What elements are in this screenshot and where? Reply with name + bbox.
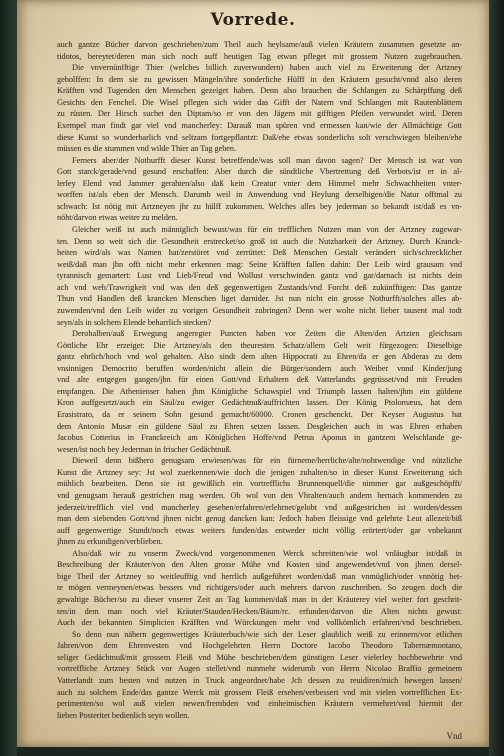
text-line: auff gegenwertige Stundt/noch etwas weiters funden/das entweder nicht völlig erörtert/oder gar vnbekannt	[57, 525, 462, 535]
text-line: lieben Posteritet bedienlich seyn wollen.	[57, 710, 190, 720]
text-line: Thun vnd Handlen deß krancken Menschen liget darnider. Jst nun nicht ein grosse Nothurfft/solches alles ab-	[57, 294, 462, 304]
text-line: perimenten/so wol auß vielen newen/frembden vnd einheimischen Kräutern vermehret/vnd hiermit der	[57, 699, 462, 709]
text-line: ten/in dem man noch viel Kräuter/Stauden/Hecken/Bäum/rc. erfunden/darvon die Alten nichts gewust:	[57, 606, 462, 616]
text-line: weiß/daß man jhn offt nicht mehr erkennen mag: Seine Kräfften fallen dahin: Der Leib wird grausam vnd	[57, 259, 462, 269]
paragraph	[57, 62, 462, 155]
text-line: worffen ist/als eben der Mensch. Darumb weil in Anwendung vnd Heylung derselbigen/die Natur offtmal zu	[57, 190, 462, 200]
text-line: heiten wird/als was Namen hat/zerstöret vnd zerrüttet: Deß Menschen Gestalt verändert sich/schrecklicher	[57, 248, 462, 258]
text-line: müssen es die stummen vnd wilde Thier an Tag geben.	[57, 144, 237, 154]
text-line: ach vnd weh/Trawrigkeit vnd was den deß gegenwertigen Zustands/vnd Forcht deß zukünfftigen: Das gantze	[57, 282, 462, 292]
text-line: Gesichts den Fenchel. Die Wisel pflegen sich wider das Gifft der Natern vnd Schlangen mit Rautenblättern	[57, 97, 462, 107]
text-line: Dieweil denn bißhero genugsam erwiesen/was für ein fürneme/herrliche/alte/nohtwendige vnd nützliche	[72, 456, 462, 466]
text-line: seliger Gedächtnuß/mit grossem Fleiß vnd Mühe beschrieben/dem günstigen Leser vielerley hochbewehrte vnd	[57, 652, 462, 662]
binding-edge-left	[0, 0, 17, 756]
paragraph	[57, 155, 462, 224]
text-line: wesen/ist noch bey Jederman in frischer Gedächtnuß.	[57, 444, 232, 454]
text-line: Erasistrato, da er seinem Sohn gesund gemacht/60000. Cronen geschenckt. Der Keyser Augustus hat	[57, 410, 462, 419]
text-line: gewaltige Bücher/so zu dieser vnserer Zeit an Tag kommen/daß man in der Kräuterey viel weiter fort geschrit-	[57, 595, 462, 604]
binding-edge-right	[489, 0, 504, 756]
text-line: tidotos, bereytet/deren man sich noch auff heutigen Tag etwan pfleget mit grossem Nutzen zugebrauchen.	[57, 51, 462, 61]
text-line: te mögen vermeynen/etwas bessers vnd richtigers/oder auch mehrers darvon zuschreiben. So zeugen doch die	[57, 583, 462, 593]
text-line: Kräfften vnd Tugenden den Menschen gezeiget haben. Denn also brauchen die Schlangen zu Schärpffung deß	[57, 86, 462, 96]
text-line: Auch der bekannten Simplicien Kräfften vnd Würckungen mehr vnd vollkömlich erfahren/vnd beschrieben.	[57, 618, 462, 628]
text-line: lerley Elend vnd Jammer gerahten/also daß kein Creatur vnter dem Himmel mehr Schwachheiten vnter-	[57, 178, 462, 188]
text-line: Exempel man findt gar viel vnd mancherley: Darauß man spüren vnd ermessen kan/wie der Allmächtige Gott	[57, 120, 462, 130]
text-line: Kron auffgesetzt/auch ein Säul/zu ewiger Gedächtnuß/auffrichten lassen. Der König Ptolomæus, hat dem	[57, 398, 462, 408]
text-line: nöht/darvon etwas weiter zu melden.	[57, 213, 178, 223]
text-line: zu rüsten. Der Hirsch suchet den Diptam/so er von den Jägern mit gifftigen Pfeilen verwundet wird. Deren	[57, 109, 462, 119]
text-line: jhnen zu erkundigen/verblieben.	[57, 537, 163, 547]
text-line: Derohalben/auß Erwegung angeregter Puncten haben vor Zeiten die Alten/den Artzten gleichsam	[72, 329, 462, 339]
paragraph	[57, 328, 462, 455]
text-line: Kunst die Artzney sey: Jst wol zuerkennen/wie doch die jenigen zuhalten/so in dieser Kunst Erweiterung sich	[57, 467, 462, 477]
book-page	[17, 0, 489, 747]
text-line: Jahren/von dem Ehrenvesten vnd Hochgelehrten Herrn Doctore Iacobo Theodoro Tabernæmontano,	[57, 641, 462, 651]
text-line: vnsinnigen Democrito beruffen worden/nicht allein die Bürger/sondern auch Weiber vnnd Kinder/jung	[57, 363, 462, 373]
text-block	[57, 39, 462, 721]
text-line: diese Kunst so wunderbarlich vnd seltzam fortgepflantzt: Daß/ehe etwas sonderlichs solt verschwiegen bleiben/ehe	[57, 132, 462, 142]
text-line: mühlich bearbeiten. Denn sie ist gewißlich ein vortrefflichs Brunnenquell/die nimmer gar außgeschöpfft/	[57, 479, 462, 489]
text-line: Gleicher weiß ist auch männiglich bewust/was für ein trefflichen Nutzen man von der Artzney zugewar-	[72, 225, 462, 234]
paragraph	[57, 455, 462, 548]
text-line: Also/daß wir zu vnserm Zweck/vnd vorgenommenen Werck schreitten/wie wol vnläugbar ist/daß in	[72, 548, 462, 558]
text-line: auch gantze Bücher darvon geschrieben/zum Theil auch heylsame/auß vielen Kräutern zusammen gesetzte an-	[57, 40, 462, 49]
text-line: seyn/als in solchem Elende beharrlich stecken?	[57, 317, 212, 327]
text-line: Göttliche Ehr erzeiget: Die Artzney/als den theuresten Schatz/allem Gelt weit fürgezogen: Dieselbige	[57, 340, 462, 350]
text-line: bige Theil der Artzney so weitleufftig vnd herrlich außgeführet worden/daß man vnmüglich/oder vnnötig het-	[57, 571, 462, 581]
text-line: vnd alte entgegen gangen/jhn für einen Gott/vnd Erhaltern deß Vatterlandts gegrüsset/vnd mit Freuden	[57, 375, 462, 385]
page-title: Vorrede.	[210, 10, 296, 30]
catchword: Vnd	[446, 731, 462, 741]
text-line: Ferners aber/der Nothurfft dieser Kunst betreffende/was soll man davon sagen? Der Mensch ist war von	[72, 155, 462, 165]
text-line: man dem siebenden Gott/vnd jhnen nicht genug dancken kan: Jedoch haben fleissige vnd gelehrte Leut allezeit/biß	[57, 514, 462, 524]
text-line: Vatterlandt zum besten vnd nutzen in Truck angeordnet/habe Jch dessen zu reuidiren/mich bewegen lassen/	[57, 675, 462, 685]
paragraph	[57, 224, 462, 328]
text-line: Jacobus Cotterius in Franckreich am Königlichen Hoffe/vnd Petrus Aponus in gantzem Welschlande ge-	[57, 433, 462, 443]
text-line: dem Antonio Musæ ein güldene Säul zu Ehren setzen lassen. Desgleichen auch in was Ehren erhaben	[57, 421, 462, 431]
text-line: ten. Denn so weit sich die Gesundheit erstrecket/so groß ist auch die Nutzbarkeit der Artzney. Durch Kranck-	[57, 236, 462, 246]
paragraph	[57, 629, 462, 722]
text-line: So denn nun nähern gegenwertiges Kräuterbuch/wie sich der Leser glaublich weiß zu erinnern/vor etlichen	[72, 629, 462, 639]
text-line: vnd genugsam herauß gestrichen mag werden. Ob wol von den Vhralten/auch andern hernach kommenden zu	[57, 490, 462, 500]
text-line: zuwenden/vnd den Leib wider zu vorigen Gesundheit zubringen? Denn wer wolte nicht lieber tausent mal todt	[57, 305, 462, 315]
text-line: Beschreibung der Kräuter/von den Alten grosse Mühe vnd Kosten sind angewendet/vnd von jhnen dersel-	[57, 560, 462, 570]
text-line: gantz ehrlich/hoch vnd wol gehalten. Also sindt dem alten Hippocrati zu Ehren/da er gen Abderas zu dem	[57, 352, 462, 362]
text-line: geholffen: In dem sie zu gewissen Mängeln/ihre sonderliche Hülff in den Kräutern gesucht/vnnd also deren	[57, 74, 462, 84]
text-line: Die vnvernünfftige Thier (welches billich zuverwundern) haben auch viel zu Erweiterung der Artzney	[72, 63, 462, 73]
text-line: empfangen. Die Athenienser haben jhm Königliche Schawspiel vnd Triumph lassen halten/jhm ein güldene	[57, 386, 462, 396]
paragraph	[57, 548, 462, 629]
paragraph	[57, 39, 462, 62]
text-line: auch zu solchem Ende/das gantze Werck mit grossem Fleiß ersehen/verbessert vnd mit vielen vortrefflichen Ex-	[57, 687, 462, 697]
text-line: tyrannisch gemartert: Lust vnd Lieb/Freud vnd Wollust verschwinden gantz vnd gar/darnach ist nichts dein	[57, 271, 462, 281]
text-line: schwach: Ist nötig mit Artzneyen jhr zu hülff zukommen. Welches alles bey jederman so bekandt ist/daß es vn-	[57, 201, 462, 211]
text-line: jederzeit/trefflich viel vnd mancherley gesehen/erfahren/erlehrnet/gelobt vnd außgestrichen ist worden/dessen	[57, 502, 462, 512]
text-line: Gott starck/gerade/vnd gesund erschaffen: Aber durch die sündtliche Vbertrettung deß Verbots/ist er in al-	[57, 167, 462, 177]
text-line: vortreffliche Artzney Stück vor Augen stellet/vnd nunmehr widerumb von Herrn Nicolao Braffio gemeinem	[57, 664, 462, 674]
